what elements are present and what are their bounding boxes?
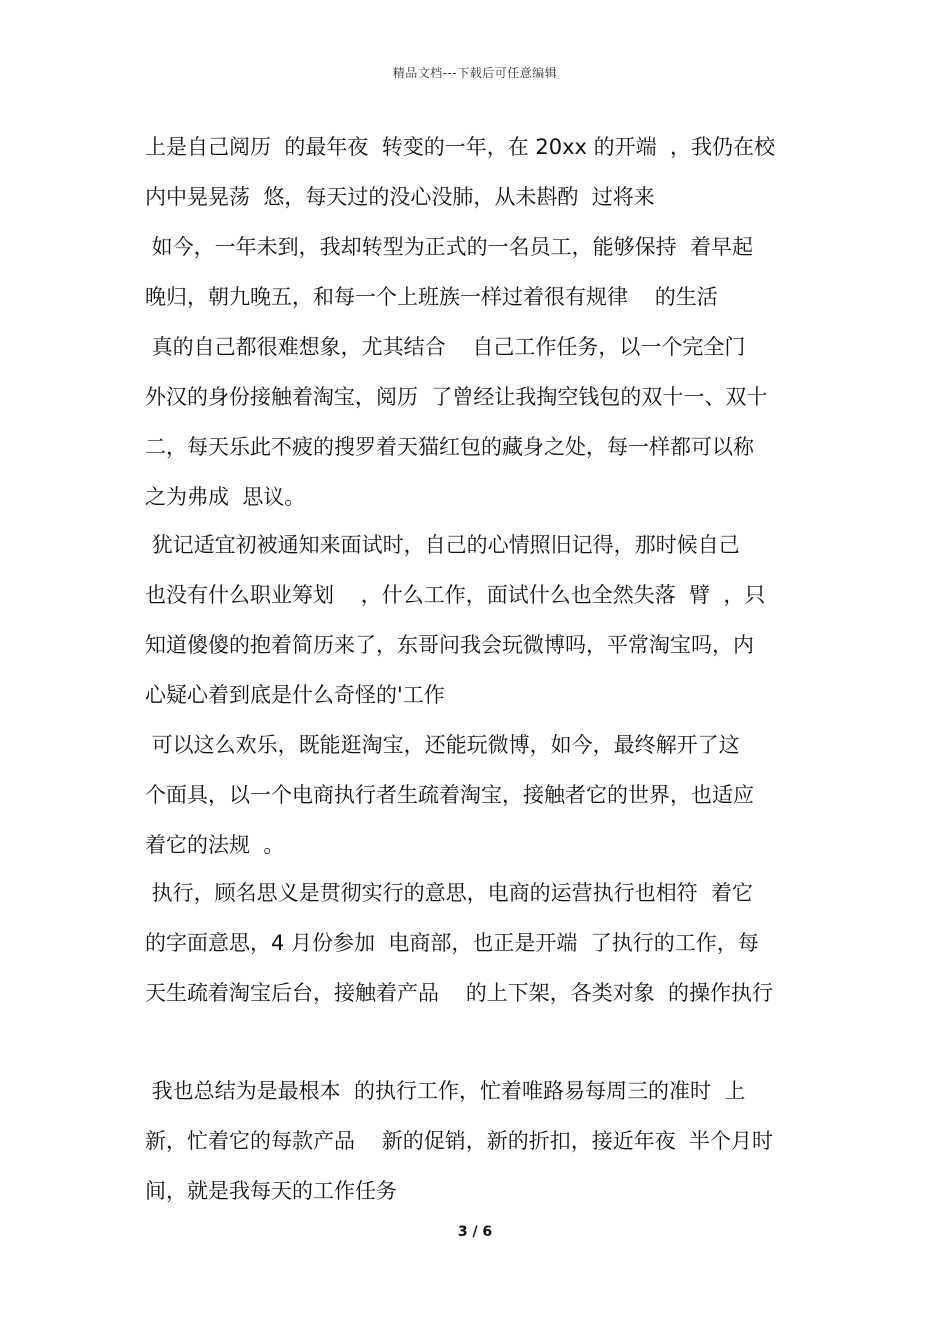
paragraph-line: 可以这么欢乐，既能逛淘宝，还能玩微博，如今，最终解开了这 (145, 733, 740, 757)
paragraph-line: 如今，一年未到，我却转型为正式的一名员工，能够保持 着早起 (145, 235, 754, 259)
paragraph-line: 上是自己阅历 的最年夜 转变的一年，在 20xx 的开端 ，我仍在校 (145, 135, 775, 159)
paragraph-line: 二，每天乐此不疲的搜罗着天猫红包的藏身之处，每一样都可以称 (145, 435, 754, 459)
paragraph-line: 之为弗成 思议。 (145, 485, 306, 509)
paragraph-line: 晚归，朝九晚五，和每一个上班族一样过着很有规律 的生活 (145, 285, 718, 309)
paragraph-line: 天生疏着淘宝后台，接触着产品 的上下架，各类对象 的操作执行 (145, 981, 774, 1005)
page-number: 3 / 6 (457, 1224, 493, 1240)
paragraph-line: 真的自己都很难想象，尤其结合 自己工作任务，以一个完全门 (145, 335, 746, 359)
paragraph-line: 知道傻傻的抱着简历来了，东哥问我会玩微博吗，平常淘宝吗，内 (145, 633, 754, 657)
paragraph-line: 我也总结为是最根本 的执行工作，忙着唯路易每周三的准时 上 (145, 1079, 746, 1103)
page-header: 精品文档---下载后可任意编辑 (392, 66, 558, 80)
paragraph-line: 个面具，以一个电商执行者生疏着淘宝，接触者它的世界，也适应 (145, 783, 754, 807)
paragraph-line: 犹记适宜初被通知来面试时，自己的心情照旧记得，那时候自己 (145, 533, 740, 557)
paragraph-line: 间，就是我每天的工作任务 (145, 1179, 397, 1203)
paragraph-line: 新，忙着它的每款产品 新的促销，新的折扣，接近年夜 半个月时 (145, 1129, 774, 1153)
paragraph-line: 内中晃晃荡 悠，每天过的没心没肺，从未斟酌 过将来 (145, 185, 655, 209)
paragraph-line: 外汉的身份接触着淘宝，阅历 了曾经让我掏空钱包的双十一、双十 (145, 385, 768, 409)
paragraph-line: 也没有什么职业筹划 ，什么工作，面试什么也全然失落 臂 ，只 (145, 583, 766, 607)
paragraph-line: 心疑心着到底是什么奇怪的'工作 (145, 683, 445, 707)
paragraph-line: 的字面意思，4 月份参加 电商部，也正是开端 了执行的工作，每 (145, 931, 759, 955)
paragraph-line: 执行，顾名思义是贯彻实行的意思，电商的运营执行也相符 着它 (145, 881, 754, 905)
paragraph-line: 着它的法规 。 (145, 833, 285, 857)
